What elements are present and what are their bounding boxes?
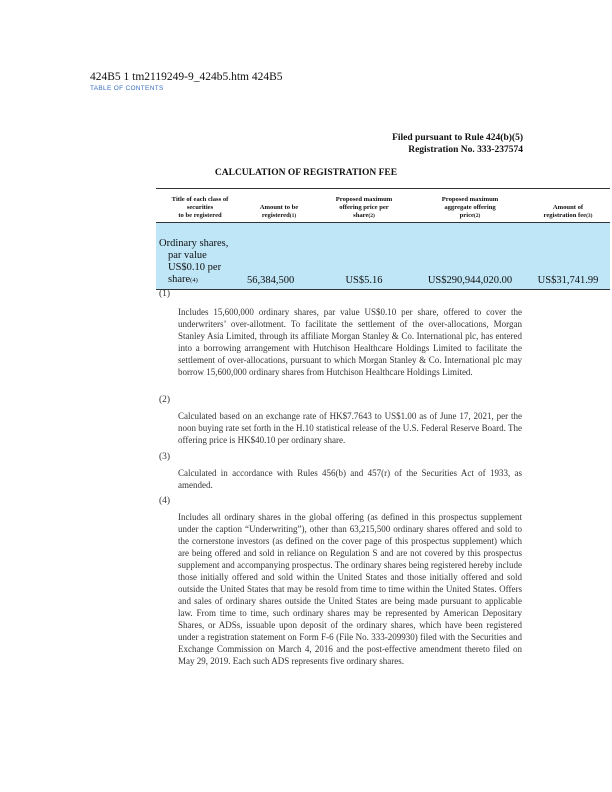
registration-fee-table: [156, 188, 610, 290]
footnote-4-number: (4): [159, 496, 171, 506]
footnote-2-text: Calculated based on an exchange rate of HK$7.7643 to US$1.00 as of June 17, 2021, per the noon buying rate set forth in the H.10 statistical release of the U.S. Federal Reserve Board. The offering price is HK$40.10 per ordinary share.: [178, 411, 522, 445]
table-of-contents-link[interactable]: TABLE OF CONTENTS: [90, 85, 164, 92]
header-price-per-share: Proposed maximum offering price per share(2): [314, 189, 414, 223]
registration-number: Registration No. 333-237574: [408, 145, 523, 155]
cell-price-per-share: US$5.16: [314, 223, 414, 290]
footnote-2-number: (2): [159, 395, 171, 405]
filing-rule: Filed pursuant to Rule 424(b)(5): [392, 133, 523, 143]
footnote-1-text: Includes 15,600,000 ordinary shares, par value US$0.10 per share, offered to cover the underwriters’ over-allotment. To facilitate the settlement of the over-allocations, Morgan Stanley Asia Limited, through its affiliate Morgan Stanley & Co. International plc, has entered into a borrowing arrangement with Hutchison Healthcare Holdings Limited to facilitate the settlement of over-allocations, pursuant to which Morgan Stanley & Co. International plc may borrow 15,600,000 ordinary shares from Hutchison Healthcare Holdings Limited.: [178, 307, 522, 377]
header-aggregate-price: Proposed maximum aggregate offering price(2): [414, 189, 526, 223]
footnote-3-number: (3): [159, 452, 171, 462]
header-amount-registered: Amount to be registered(1): [244, 189, 314, 223]
cell-amount-registered: 56,384,500: [244, 223, 314, 290]
table-row: [156, 223, 610, 290]
table-header-row: [156, 189, 610, 223]
document-header-line: 424B5 1 tm2119249-9_424b5.htm 424B5: [90, 71, 283, 83]
footnote-3-text: Calculated in accordance with Rules 456(b) and 457(r) of the Securities Act of 1933, as amended.: [178, 468, 522, 490]
header-registration-fee: Amount of registration fee(3): [526, 189, 610, 223]
footnote-1-number: (1): [159, 289, 171, 299]
filing-info: [392, 132, 523, 156]
header-title-of-class: Title of each class of securities to be registered: [156, 189, 244, 223]
footnote-4-text: Includes all ordinary shares in the global offering (as defined in this prospectus supplement under the caption “Underwriting”), other than 63,215,500 ordinary shares offered and sold to the cornerstone investors (as defined on the cover page of this prospectus supplement) which are being offered and sold in reliance on Regulation S and are not covered by this prospectus supplement and accompanying prospectus. The ordinary shares being registered hereby include those initially offered and sold within the United States and those initially offered and sold outside the United States that may be resold from time to time within the United States. Offers and sales of ordinary shares outside the United States are being made pursuant to applicable law. From time to time, such ordinary shares may be represented by American Depositary Shares, or ADSs, issuable upon deposit of the ordinary shares, which have been registered under a registration statement on Form F-6 (File No. 333-209930) filed with the Securities and Exchange Commission on March 4, 2016 and the post-effective amendment thereto filed on May 29, 2019. Each such ADS represents five ordinary shares.: [178, 512, 522, 666]
cell-security-class: Ordinary shares, par value US$0.10 per share(4): [156, 223, 244, 290]
cell-aggregate-price: US$290,944,020.00: [414, 223, 526, 290]
cell-registration-fee: US$31,741.99: [526, 223, 610, 290]
calculation-title: CALCULATION OF REGISTRATION FEE: [214, 168, 398, 178]
